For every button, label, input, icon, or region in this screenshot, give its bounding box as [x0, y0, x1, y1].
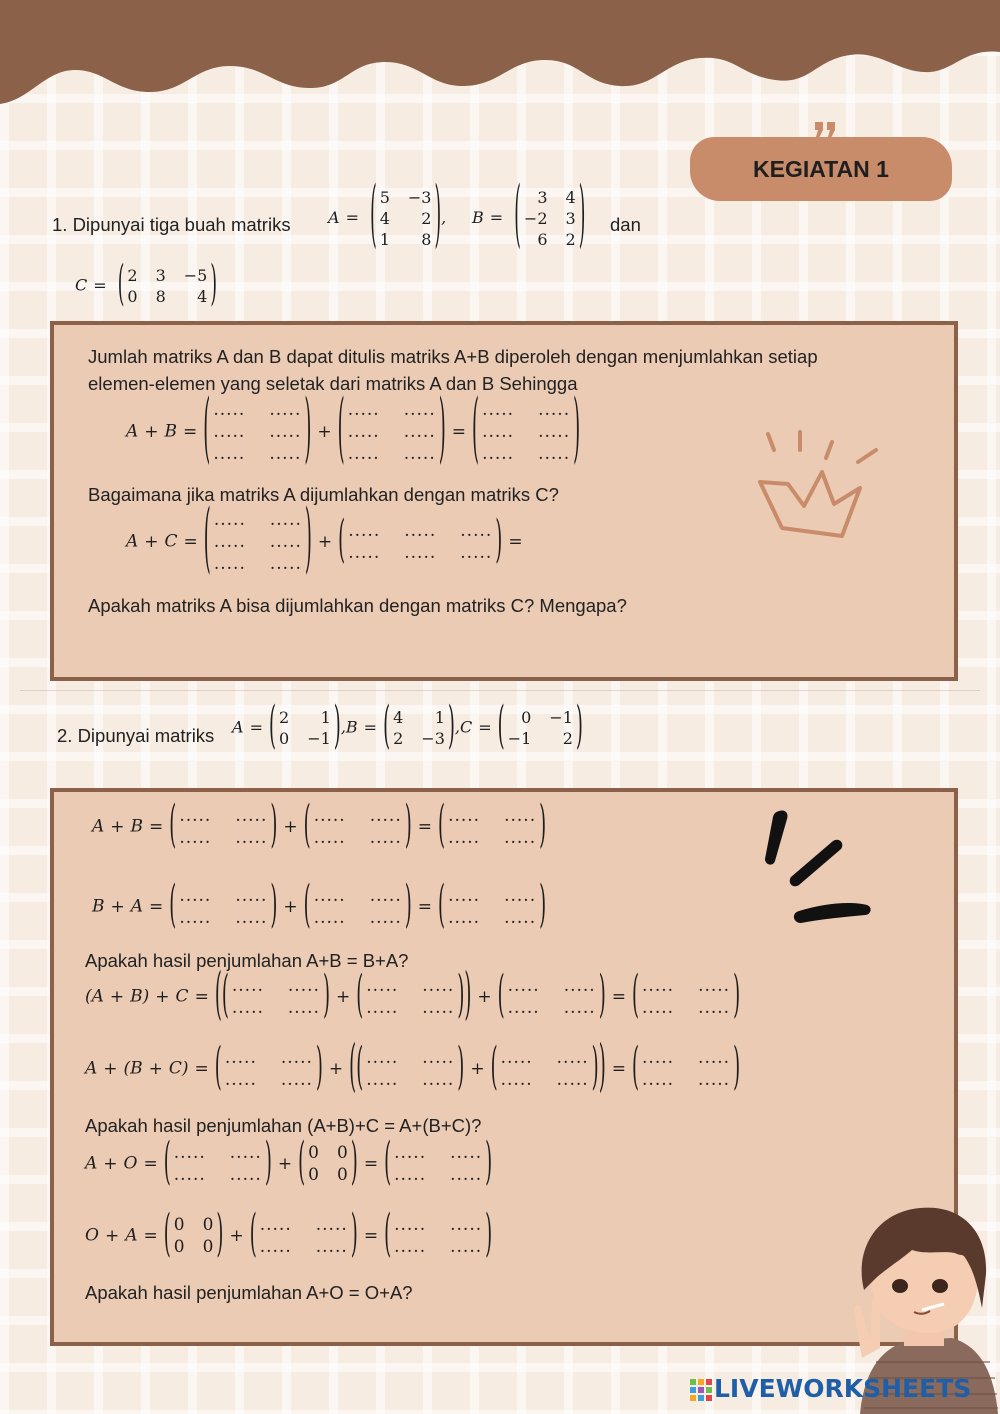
q1-paragraph-line2: elemen-elemen yang seletak dari matriks A dan B Sehingga [88, 373, 578, 394]
matrix-entry: 0 [308, 1165, 319, 1185]
blank-entry[interactable]: ..... [287, 976, 320, 996]
matrix-entry: 2 [565, 230, 576, 249]
blank-entry[interactable]: ..... [642, 976, 675, 996]
liveworksheets-logo-text: LIVEWORKSHEETS [714, 1374, 972, 1403]
blank-entry[interactable]: ..... [482, 422, 515, 442]
blank-entry[interactable]: ..... [698, 998, 731, 1018]
blank-entry[interactable]: ..... [448, 886, 481, 906]
blank-matrix: ( ..... ..... ..... ..... ) [169, 796, 278, 855]
blank-entry[interactable]: ..... [280, 1070, 313, 1090]
blank-entry[interactable]: ..... [315, 1215, 348, 1235]
blank-entry[interactable]: ..... [313, 908, 346, 928]
blank-entry[interactable]: ..... [224, 1048, 257, 1068]
matrix-entry: 0 [308, 1143, 319, 1163]
blank-matrix: ( ..... ..... ..... ..... ) [438, 796, 547, 855]
blank-entry[interactable]: ..... [450, 1165, 483, 1185]
blank-entry[interactable]: ..... [369, 828, 402, 848]
zero-matrix: ( 0 0 0 0 ) [163, 1205, 224, 1264]
q1-equation-a-plus-c: A + C = ( ..... ..... ..... ..... ..... ..... ) + ( ..... ..... ..... ..... ..... ..... ) = [126, 495, 523, 584]
blank-entry[interactable]: ..... [287, 998, 320, 1018]
blank-entry[interactable]: ..... [642, 1070, 675, 1090]
liveworksheets-logo-icon [690, 1377, 712, 1401]
blank-entry[interactable]: ..... [504, 908, 537, 928]
q2-equation-ab-plus-c: (A + B) + C = ( ( ..... ..... ..... ..... ) + ( ..... ..... ..... ..... ) ) + ( ..... ..... ..... ..... ) = ( ..... ..... ..... ..... ) [85, 962, 741, 1028]
blank-entry[interactable]: ..... [313, 806, 346, 826]
matrix-entry: 6 [537, 230, 548, 249]
blank-entry[interactable]: ..... [315, 1237, 348, 1257]
matrix-entry: 5 [379, 188, 390, 207]
blank-entry[interactable]: ..... [229, 1143, 262, 1163]
blank-entry[interactable]: ..... [538, 444, 571, 464]
blank-entry[interactable]: ..... [507, 998, 540, 1018]
matrix-entry: 2 [421, 209, 432, 228]
blank-entry[interactable]: ..... [482, 400, 515, 420]
blank-matrix: ( ..... ..... ..... ..... ) [303, 796, 412, 855]
matrix-entry: −1 [507, 729, 532, 748]
q1-question-why: Apakah matriks A bisa dijumlahkan dengan matriks C? Mengapa? [88, 595, 627, 616]
q1-dan: dan [610, 214, 641, 235]
emphasis-strokes-icon [755, 805, 880, 930]
blank-matrix: ( ..... ..... ..... ..... ..... ..... ) [472, 385, 581, 474]
blank-entry[interactable]: ..... [235, 828, 268, 848]
blank-entry[interactable]: ..... [642, 1048, 675, 1068]
q1-matrix-A: A = ( 5 −3 4 2 1 8 ) , [328, 173, 447, 260]
blank-entry[interactable]: ..... [259, 1215, 292, 1235]
q1-intro: 1. Dipunyai tiga buah matriks [52, 214, 291, 235]
blank-entry[interactable]: ..... [556, 1048, 589, 1068]
page-title: KEGIATAN 1 [690, 137, 952, 201]
blank-matrix: ( ..... ..... ..... ..... ) [169, 876, 278, 935]
blank-entry[interactable]: ..... [422, 1048, 455, 1068]
matrix-entry: 2 [562, 729, 573, 748]
blank-entry[interactable]: ..... [460, 521, 493, 541]
blank-entry[interactable]: ..... [179, 828, 212, 848]
q2-intro: 2. Dipunyai matriks [57, 725, 215, 746]
blank-entry[interactable]: ..... [504, 886, 537, 906]
q1-matrix-B: B = ( 3 4 −2 3 6 2 ) [472, 173, 586, 260]
q2-matrix-B: ( 4 1 2 −3 ) [383, 697, 455, 756]
matrix-entry: 0 [336, 1143, 348, 1163]
q1-matrix-C: C = ( 2 3 −5 0 8 4 ) [75, 256, 217, 313]
blank-entry[interactable]: ..... [348, 543, 381, 563]
matrix-entry: 3 [565, 209, 576, 228]
blank-entry[interactable]: ..... [403, 422, 436, 442]
q2-equation-a-plus-b: A + B = ( ..... ..... ..... ..... ) + ( ..... ..... ..... ..... ) = ( ..... ..... ..... ..... ) [92, 796, 547, 855]
blank-entry[interactable]: ..... [347, 444, 380, 464]
q2-matrix-A: ( 2 1 0 −1 ) [268, 697, 341, 756]
liveworksheets-logo [690, 1374, 971, 1403]
blank-entry[interactable]: ..... [269, 554, 302, 574]
blank-matrix: ( ..... ..... ..... ..... ) [490, 1038, 599, 1097]
matrix-entry: 4 [197, 287, 208, 306]
crown-doodle-icon [748, 428, 888, 548]
wavy-header-banner [0, 0, 1000, 112]
blank-matrix: ( ..... ..... ..... ..... ) [631, 1038, 741, 1097]
blank-entry[interactable]: ..... [698, 976, 731, 996]
blank-entry[interactable]: ..... [313, 886, 346, 906]
blank-entry[interactable]: ..... [394, 1143, 427, 1163]
blank-entry[interactable]: ..... [231, 976, 264, 996]
blank-entry[interactable]: ..... [235, 908, 268, 928]
blank-entry[interactable]: ..... [394, 1165, 427, 1185]
blank-entry[interactable]: ..... [224, 1070, 257, 1090]
matrix-entry: 0 [279, 729, 290, 748]
blank-entry[interactable]: ..... [369, 886, 402, 906]
blank-entry[interactable]: ..... [269, 444, 302, 464]
blank-matrix: ( ..... ..... ..... ..... ) [163, 1133, 272, 1192]
blank-entry[interactable]: ..... [231, 998, 264, 1018]
matrix-entry: −2 [523, 209, 548, 228]
blank-entry[interactable]: ..... [213, 400, 246, 420]
matrix-entry: 1 [434, 708, 445, 727]
blank-entry[interactable]: ..... [403, 400, 436, 420]
blank-entry[interactable]: ..... [422, 976, 455, 996]
q2-equation-o-plus-a: O + A = ( 0 0 0 0 ) + ( ..... ..... ..... ..... ) = ( ..... ..... ..... ..... ) [85, 1205, 493, 1264]
matrix-entry: 2 [279, 708, 290, 727]
zero-matrix: ( 0 0 0 0 ) [298, 1133, 358, 1192]
matrix-entry: 4 [379, 209, 390, 228]
matrix-entry: 1 [320, 708, 331, 727]
q2-question-commutative: Apakah hasil penjumlahan A+B = B+A? [85, 950, 409, 971]
blank-matrix: ( ..... ..... ..... ..... ..... ..... ) [337, 385, 446, 474]
q1-question-a-plus-c: Bagaimana jika matriks A dijumlahkan dengan matriks C? [88, 484, 559, 505]
blank-entry[interactable]: ..... [404, 521, 437, 541]
blank-entry[interactable]: ..... [482, 444, 515, 464]
blank-entry[interactable]: ..... [448, 828, 481, 848]
blank-entry[interactable]: ..... [563, 976, 596, 996]
blank-entry[interactable]: ..... [394, 1237, 427, 1257]
blank-matrix: ( ..... ..... ..... ..... ) [303, 876, 412, 935]
matrix-entry: 0 [127, 287, 138, 306]
blank-entry[interactable]: ..... [213, 444, 246, 464]
matrix-entry: 1 [379, 230, 390, 249]
blank-entry[interactable]: ..... [366, 976, 399, 996]
blank-entry[interactable]: ..... [179, 806, 212, 826]
blank-matrix: ( ..... ..... ..... ..... ) [214, 1038, 323, 1097]
blank-entry[interactable]: ..... [504, 828, 537, 848]
blank-entry[interactable]: ..... [235, 806, 268, 826]
blank-matrix: ( ..... ..... ..... ..... ) [356, 966, 465, 1025]
matrix-entry: −5 [183, 266, 208, 285]
matrix-entry: −1 [307, 729, 331, 748]
matrix-entry: 0 [202, 1215, 214, 1235]
q2-question-zero: Apakah hasil penjumlahan A+O = O+A? [85, 1282, 413, 1303]
blank-matrix: ( ..... ..... ..... ..... ) [384, 1133, 493, 1192]
section-divider [20, 690, 980, 691]
blank-entry[interactable]: ..... [698, 1070, 731, 1090]
blank-entry[interactable]: ..... [369, 806, 402, 826]
matrix-entry: 0 [173, 1215, 185, 1235]
blank-entry[interactable]: ..... [450, 1237, 483, 1257]
blank-entry[interactable]: ..... [563, 998, 596, 1018]
matrix-entry: 4 [565, 188, 576, 207]
blank-matrix: ( ..... ..... ..... ..... ) [384, 1205, 493, 1264]
matrix-entry: 2 [393, 729, 404, 748]
q2-equation-b-plus-a: B + A = ( ..... ..... ..... ..... ) + ( ..... ..... ..... ..... ) = ( ..... ..... ..... ..... ) [92, 876, 547, 935]
q2-matrix-C: ( 0 −1 −1 2 ) [497, 697, 583, 756]
matrix-entry: 4 [393, 708, 404, 727]
blank-entry[interactable]: ..... [269, 510, 302, 530]
blank-entry[interactable]: ..... [173, 1165, 206, 1185]
matrix-entry: 0 [521, 708, 532, 727]
q1-equation-a-plus-b: A + B = ( ..... ..... ..... ..... ..... ..... ) + ( ..... ..... ..... ..... ..... ..... ) = ( ..... ..... ..... ..... ..... ..... ) [126, 385, 581, 474]
blank-entry[interactable]: ..... [280, 1048, 313, 1068]
q2-equation-a-plus-o: A + O = ( ..... ..... ..... ..... ) + ( 0 0 0 0 ) = ( ..... ..... ..... ..... ) [85, 1133, 493, 1192]
blank-entry[interactable]: ..... [179, 886, 212, 906]
blank-matrix: ( ..... ..... ..... ..... ..... ..... ) [203, 495, 312, 584]
blank-entry[interactable]: ..... [313, 828, 346, 848]
q2-question-associative: Apakah hasil penjumlahan (A+B)+C = A+(B+C)? [85, 1115, 482, 1136]
blank-entry[interactable]: ..... [500, 1070, 533, 1090]
blank-entry[interactable]: ..... [269, 400, 302, 420]
matrix-entry: 8 [155, 287, 166, 306]
matrix-entry: 0 [202, 1237, 214, 1257]
matrix-entry: 0 [336, 1165, 348, 1185]
blank-entry[interactable]: ..... [347, 422, 380, 442]
blank-entry[interactable]: ..... [173, 1143, 206, 1163]
blank-entry[interactable]: ..... [269, 422, 302, 442]
blank-entry[interactable]: ..... [348, 521, 381, 541]
blank-entry[interactable]: ..... [422, 1070, 455, 1090]
blank-entry[interactable]: ..... [448, 908, 481, 928]
blank-entry[interactable]: ..... [450, 1143, 483, 1163]
blank-entry[interactable]: ..... [403, 444, 436, 464]
matrix-entry: 8 [421, 230, 432, 249]
matrix-entry: 2 [127, 266, 138, 285]
blank-entry[interactable]: ..... [500, 1048, 533, 1068]
blank-entry[interactable]: ..... [235, 886, 268, 906]
blank-entry[interactable]: ..... [259, 1237, 292, 1257]
matrix-entry: −3 [407, 188, 432, 207]
matrix-entry: −1 [549, 708, 573, 727]
blank-entry[interactable]: ..... [213, 422, 246, 442]
matrix-entry: 3 [155, 266, 166, 285]
blank-matrix: ( ..... ..... ..... ..... ..... ..... ) [338, 511, 503, 570]
blank-matrix: ( ..... ..... ..... ..... ) [438, 876, 547, 935]
blank-matrix: ( ..... ..... ..... ..... ) [221, 966, 330, 1025]
q2-matrices: A = ( 2 1 0 −1 ) ,B = ( 4 1 2 −3 ) ,C = ( 0 −1 −1 2 ) [232, 697, 583, 756]
blank-entry[interactable]: ..... [369, 908, 402, 928]
blank-entry[interactable]: ..... [642, 998, 675, 1018]
blank-entry[interactable]: ..... [213, 510, 246, 530]
blank-entry[interactable]: ..... [448, 806, 481, 826]
blank-entry[interactable]: ..... [698, 1048, 731, 1068]
blank-entry[interactable]: ..... [347, 400, 380, 420]
blank-entry[interactable]: ..... [213, 532, 246, 552]
blank-entry[interactable]: ..... [179, 908, 212, 928]
blank-entry[interactable]: ..... [538, 400, 571, 420]
blank-entry[interactable]: ..... [556, 1070, 589, 1090]
q1-paragraph-line1: Jumlah matriks A dan B dapat ditulis matriks A+B diperoleh dengan menjumlahkan setiap [88, 346, 818, 367]
blank-entry[interactable]: ..... [229, 1165, 262, 1185]
q2-equation-a-plus-bc: A + (B + C) = ( ..... ..... ..... ..... ) + ( ( ..... ..... ..... ..... ) + ( ..... ..... ..... ..... ) ) = ( ..... ..... ..... ..... ) [85, 1034, 741, 1100]
matrix-entry: 0 [173, 1237, 185, 1257]
blank-entry[interactable]: ..... [450, 1215, 483, 1235]
blank-entry[interactable]: ..... [366, 998, 399, 1018]
matrix-entry: 3 [537, 188, 548, 207]
blank-entry[interactable]: ..... [422, 998, 455, 1018]
blank-entry[interactable]: ..... [504, 806, 537, 826]
blank-matrix: ( ..... ..... ..... ..... ) [356, 1038, 465, 1097]
blank-matrix: ( ..... ..... ..... ..... ..... ..... ) [203, 385, 312, 474]
blank-matrix: ( ..... ..... ..... ..... ) [632, 966, 741, 1025]
blank-matrix: ( ..... ..... ..... ..... ) [497, 966, 606, 1025]
blank-entry[interactable]: ..... [404, 543, 437, 563]
blank-entry[interactable]: ..... [366, 1048, 399, 1068]
blank-matrix: ( ..... ..... ..... ..... ) [249, 1205, 358, 1264]
blank-entry[interactable]: ..... [538, 422, 571, 442]
blank-entry[interactable]: ..... [460, 543, 493, 563]
matrix-entry: −3 [421, 729, 445, 748]
blank-entry[interactable]: ..... [213, 554, 246, 574]
blank-entry[interactable]: ..... [394, 1215, 427, 1235]
blank-entry[interactable]: ..... [507, 976, 540, 996]
blank-entry[interactable]: ..... [366, 1070, 399, 1090]
blank-entry[interactable]: ..... [269, 532, 302, 552]
